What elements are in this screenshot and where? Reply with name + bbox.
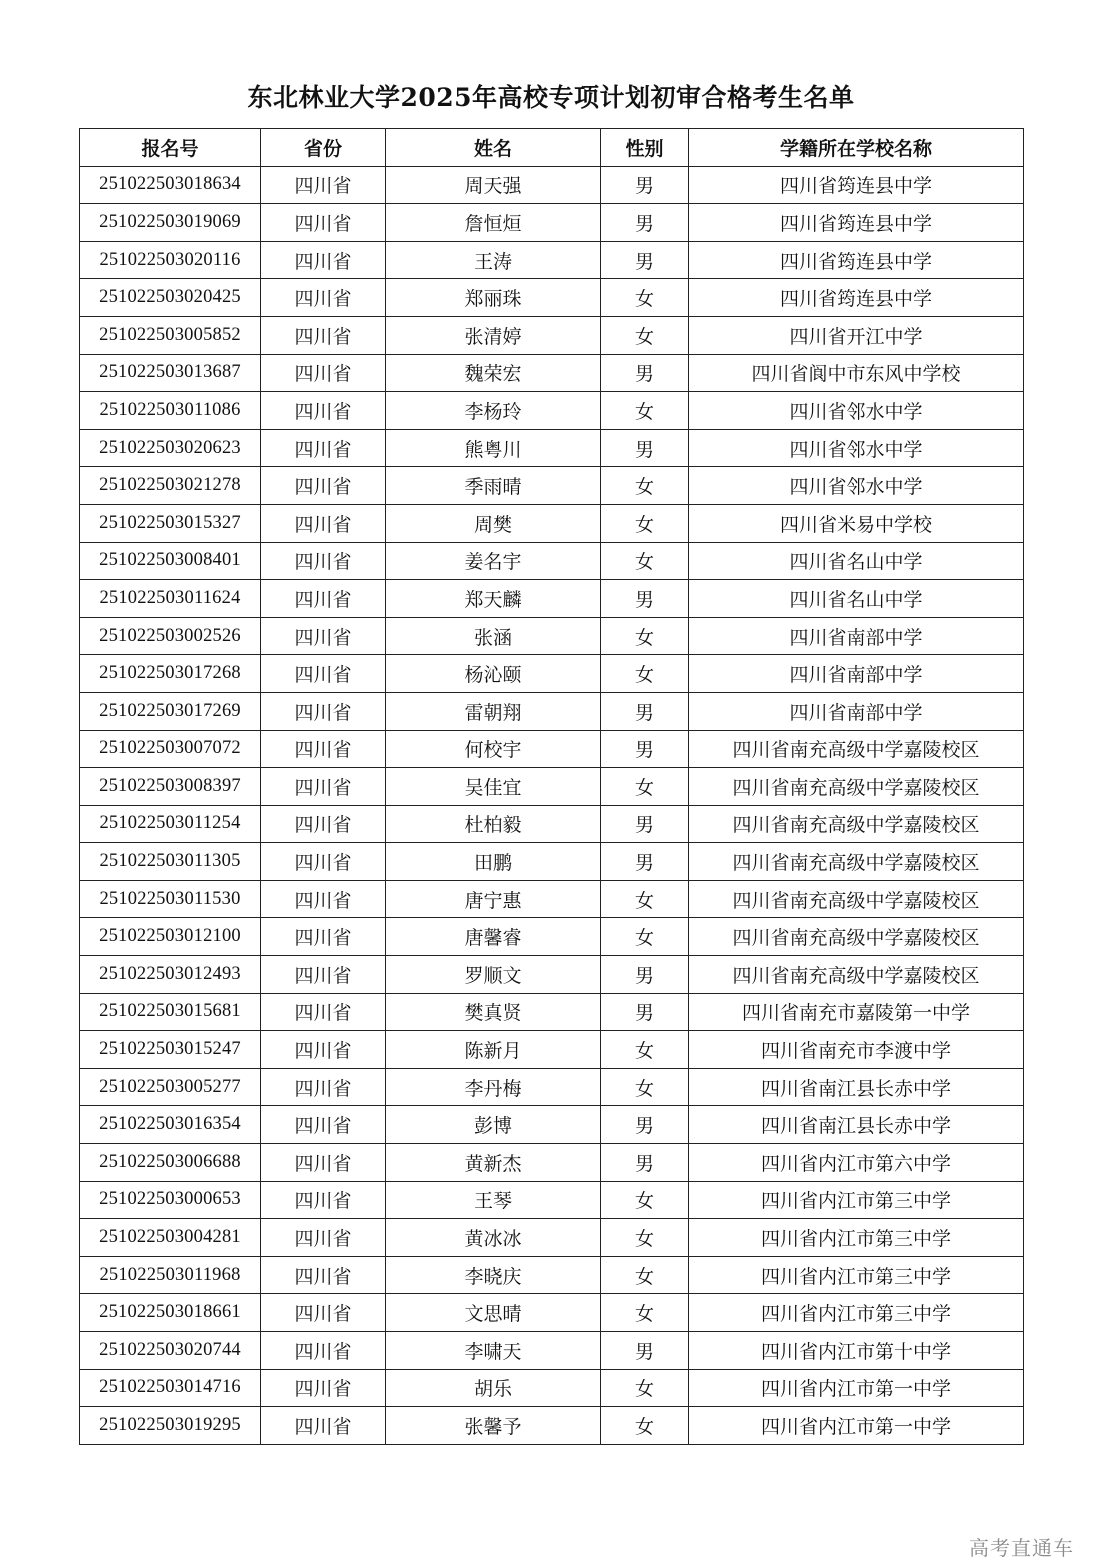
- school-cell: 四川省邻水中学: [689, 467, 1024, 505]
- province-cell: 四川省: [261, 1106, 386, 1144]
- registration-number-cell: 251022503011254: [80, 805, 261, 843]
- table-row: [80, 1106, 1024, 1144]
- school-cell: 四川省南充高级中学嘉陵校区: [689, 730, 1024, 768]
- registration-number-cell: 251022503017268: [80, 655, 261, 693]
- gender-cell: 男: [601, 993, 689, 1031]
- registration-number-cell: 251022503019069: [80, 204, 261, 242]
- header-name: 姓名: [386, 129, 601, 167]
- province-cell: 四川省: [261, 993, 386, 1031]
- province-cell: 四川省: [261, 768, 386, 806]
- registration-number-cell: 251022503019295: [80, 1407, 261, 1445]
- name-cell: 吴佳宜: [386, 768, 601, 806]
- header-registration-number: 报名号: [80, 129, 261, 167]
- candidate-table: [79, 128, 1024, 1445]
- name-cell: 张清婷: [386, 316, 601, 354]
- registration-number-cell: 251022503018661: [80, 1294, 261, 1332]
- school-cell: 四川省南充市嘉陵第一中学: [689, 993, 1024, 1031]
- province-cell: 四川省: [261, 805, 386, 843]
- registration-number-cell: 251022503011305: [80, 843, 261, 881]
- registration-number-cell: 251022503002526: [80, 617, 261, 655]
- school-cell: 四川省南充市李渡中学: [689, 1031, 1024, 1069]
- gender-cell: 男: [601, 166, 689, 204]
- registration-number-cell: 251022503020425: [80, 279, 261, 317]
- registration-number-cell: 251022503020744: [80, 1332, 261, 1370]
- name-cell: 张馨予: [386, 1407, 601, 1445]
- province-cell: 四川省: [261, 1369, 386, 1407]
- table-row: [80, 580, 1024, 618]
- registration-number-cell: 251022503015247: [80, 1031, 261, 1069]
- registration-number-cell: 251022503020623: [80, 429, 261, 467]
- province-cell: 四川省: [261, 241, 386, 279]
- gender-cell: 男: [601, 204, 689, 242]
- table-row: [80, 204, 1024, 242]
- school-cell: 四川省南充高级中学嘉陵校区: [689, 918, 1024, 956]
- school-cell: 四川省阆中市东风中学校: [689, 354, 1024, 392]
- name-cell: 熊粤川: [386, 429, 601, 467]
- province-cell: 四川省: [261, 692, 386, 730]
- registration-number-cell: 251022503013687: [80, 354, 261, 392]
- table-header-row: [80, 129, 1024, 167]
- gender-cell: 女: [601, 1068, 689, 1106]
- name-cell: 唐馨睿: [386, 918, 601, 956]
- gender-cell: 男: [601, 241, 689, 279]
- gender-cell: 女: [601, 1219, 689, 1257]
- name-cell: 胡乐: [386, 1369, 601, 1407]
- table-row: [80, 1219, 1024, 1257]
- gender-cell: 男: [601, 956, 689, 994]
- school-cell: 四川省筠连县中学: [689, 204, 1024, 242]
- table-row: [80, 880, 1024, 918]
- province-cell: 四川省: [261, 1294, 386, 1332]
- table-row: [80, 843, 1024, 881]
- province-cell: 四川省: [261, 1181, 386, 1219]
- gender-cell: 男: [601, 1106, 689, 1144]
- table-row: [80, 1031, 1024, 1069]
- province-cell: 四川省: [261, 1332, 386, 1370]
- name-cell: 郑天麟: [386, 580, 601, 618]
- school-cell: 四川省米易中学校: [689, 504, 1024, 542]
- registration-number-cell: 251022503011968: [80, 1256, 261, 1294]
- table-row: [80, 429, 1024, 467]
- name-cell: 黄冰冰: [386, 1219, 601, 1257]
- province-cell: 四川省: [261, 580, 386, 618]
- gender-cell: 男: [601, 354, 689, 392]
- table-row: [80, 1369, 1024, 1407]
- gender-cell: 男: [601, 805, 689, 843]
- name-cell: 彭博: [386, 1106, 601, 1144]
- province-cell: 四川省: [261, 316, 386, 354]
- registration-number-cell: 251022503015327: [80, 504, 261, 542]
- school-cell: 四川省南充高级中学嘉陵校区: [689, 843, 1024, 881]
- registration-number-cell: 251022503016354: [80, 1106, 261, 1144]
- school-cell: 四川省名山中学: [689, 580, 1024, 618]
- table-row: [80, 1068, 1024, 1106]
- province-cell: 四川省: [261, 880, 386, 918]
- table-row: [80, 467, 1024, 505]
- registration-number-cell: 251022503011530: [80, 880, 261, 918]
- province-cell: 四川省: [261, 843, 386, 881]
- province-cell: 四川省: [261, 655, 386, 693]
- name-cell: 詹恒烜: [386, 204, 601, 242]
- gender-cell: 男: [601, 692, 689, 730]
- school-cell: 四川省开江中学: [689, 316, 1024, 354]
- gender-cell: 女: [601, 1294, 689, 1332]
- table-row: [80, 692, 1024, 730]
- province-cell: 四川省: [261, 1031, 386, 1069]
- registration-number-cell: 251022503008397: [80, 768, 261, 806]
- school-cell: 四川省内江市第三中学: [689, 1219, 1024, 1257]
- table-row: [80, 956, 1024, 994]
- school-cell: 四川省内江市第三中学: [689, 1256, 1024, 1294]
- table-row: [80, 1332, 1024, 1370]
- province-cell: 四川省: [261, 1219, 386, 1257]
- header-school: 学籍所在学校名称: [689, 129, 1024, 167]
- school-cell: 四川省南充高级中学嘉陵校区: [689, 805, 1024, 843]
- gender-cell: 男: [601, 429, 689, 467]
- province-cell: 四川省: [261, 504, 386, 542]
- name-cell: 李杨玲: [386, 392, 601, 430]
- registration-number-cell: 251022503021278: [80, 467, 261, 505]
- gender-cell: 女: [601, 392, 689, 430]
- province-cell: 四川省: [261, 279, 386, 317]
- header-gender: 性别: [601, 129, 689, 167]
- registration-number-cell: 251022503004281: [80, 1219, 261, 1257]
- header-province: 省份: [261, 129, 386, 167]
- registration-number-cell: 251022503000653: [80, 1181, 261, 1219]
- name-cell: 王涛: [386, 241, 601, 279]
- name-cell: 季雨晴: [386, 467, 601, 505]
- table-row: [80, 993, 1024, 1031]
- registration-number-cell: 251022503014716: [80, 1369, 261, 1407]
- name-cell: 樊真贤: [386, 993, 601, 1031]
- registration-number-cell: 251022503012100: [80, 918, 261, 956]
- table-row: [80, 1407, 1024, 1445]
- school-cell: 四川省内江市第十中学: [689, 1332, 1024, 1370]
- name-cell: 杜柏毅: [386, 805, 601, 843]
- name-cell: 杨沁颐: [386, 655, 601, 693]
- table-row: [80, 392, 1024, 430]
- gender-cell: 女: [601, 768, 689, 806]
- page-title: 东北林业大学2025年高校专项计划初审合格考生名单: [247, 83, 855, 112]
- gender-cell: 女: [601, 1181, 689, 1219]
- table-row: [80, 655, 1024, 693]
- table-row: [80, 166, 1024, 204]
- province-cell: 四川省: [261, 617, 386, 655]
- province-cell: 四川省: [261, 918, 386, 956]
- table-row: [80, 1294, 1024, 1332]
- table-row: [80, 617, 1024, 655]
- name-cell: 姜名宇: [386, 542, 601, 580]
- school-cell: 四川省南部中学: [689, 655, 1024, 693]
- gender-cell: 男: [601, 580, 689, 618]
- province-cell: 四川省: [261, 166, 386, 204]
- name-cell: 周樊: [386, 504, 601, 542]
- school-cell: 四川省内江市第一中学: [689, 1407, 1024, 1445]
- gender-cell: 女: [601, 316, 689, 354]
- province-cell: 四川省: [261, 204, 386, 242]
- registration-number-cell: 251022503005852: [80, 316, 261, 354]
- table-row: [80, 1256, 1024, 1294]
- school-cell: 四川省内江市第三中学: [689, 1181, 1024, 1219]
- registration-number-cell: 251022503005277: [80, 1068, 261, 1106]
- registration-number-cell: 251022503017269: [80, 692, 261, 730]
- gender-cell: 女: [601, 504, 689, 542]
- province-cell: 四川省: [261, 392, 386, 430]
- gender-cell: 女: [601, 617, 689, 655]
- school-cell: 四川省南江县长赤中学: [689, 1106, 1024, 1144]
- registration-number-cell: 251022503012493: [80, 956, 261, 994]
- school-cell: 四川省内江市第三中学: [689, 1294, 1024, 1332]
- province-cell: 四川省: [261, 1256, 386, 1294]
- school-cell: 四川省筠连县中学: [689, 166, 1024, 204]
- gender-cell: 女: [601, 542, 689, 580]
- province-cell: 四川省: [261, 1068, 386, 1106]
- gender-cell: 女: [601, 279, 689, 317]
- province-cell: 四川省: [261, 429, 386, 467]
- name-cell: 何校宇: [386, 730, 601, 768]
- gender-cell: 女: [601, 467, 689, 505]
- table-body: [80, 166, 1024, 1444]
- gender-cell: 女: [601, 880, 689, 918]
- registration-number-cell: 251022503011624: [80, 580, 261, 618]
- name-cell: 陈新月: [386, 1031, 601, 1069]
- registration-number-cell: 251022503011086: [80, 392, 261, 430]
- school-cell: 四川省南充高级中学嘉陵校区: [689, 956, 1024, 994]
- registration-number-cell: 251022503007072: [80, 730, 261, 768]
- school-cell: 四川省邻水中学: [689, 392, 1024, 430]
- name-cell: 王琴: [386, 1181, 601, 1219]
- province-cell: 四川省: [261, 542, 386, 580]
- name-cell: 魏荣宏: [386, 354, 601, 392]
- gender-cell: 女: [601, 1031, 689, 1069]
- registration-number-cell: 251022503020116: [80, 241, 261, 279]
- school-cell: 四川省南江县长赤中学: [689, 1068, 1024, 1106]
- table-row: [80, 279, 1024, 317]
- registration-number-cell: 251022503006688: [80, 1144, 261, 1182]
- table-row: [80, 918, 1024, 956]
- table-row: [80, 730, 1024, 768]
- school-cell: 四川省南部中学: [689, 617, 1024, 655]
- name-cell: 郑丽珠: [386, 279, 601, 317]
- province-cell: 四川省: [261, 1144, 386, 1182]
- school-cell: 四川省筠连县中学: [689, 241, 1024, 279]
- gender-cell: 男: [601, 730, 689, 768]
- registration-number-cell: 251022503018634: [80, 166, 261, 204]
- name-cell: 雷朝翔: [386, 692, 601, 730]
- name-cell: 罗顺文: [386, 956, 601, 994]
- name-cell: 张涵: [386, 617, 601, 655]
- gender-cell: 男: [601, 843, 689, 881]
- gender-cell: 女: [601, 918, 689, 956]
- school-cell: 四川省内江市第一中学: [689, 1369, 1024, 1407]
- table-row: [80, 504, 1024, 542]
- gender-cell: 女: [601, 1369, 689, 1407]
- watermark: 高考直通车: [969, 1536, 1074, 1560]
- school-cell: 四川省邻水中学: [689, 429, 1024, 467]
- table-row: [80, 354, 1024, 392]
- school-cell: 四川省南充高级中学嘉陵校区: [689, 880, 1024, 918]
- school-cell: 四川省内江市第六中学: [689, 1144, 1024, 1182]
- name-cell: 黄新杰: [386, 1144, 601, 1182]
- table-row: [80, 241, 1024, 279]
- school-cell: 四川省名山中学: [689, 542, 1024, 580]
- name-cell: 田鹏: [386, 843, 601, 881]
- province-cell: 四川省: [261, 354, 386, 392]
- gender-cell: 男: [601, 1144, 689, 1182]
- gender-cell: 女: [601, 1407, 689, 1445]
- name-cell: 唐宁惠: [386, 880, 601, 918]
- registration-number-cell: 251022503008401: [80, 542, 261, 580]
- table-row: [80, 768, 1024, 806]
- name-cell: 李啸天: [386, 1332, 601, 1370]
- name-cell: 文思晴: [386, 1294, 601, 1332]
- province-cell: 四川省: [261, 467, 386, 505]
- school-cell: 四川省筠连县中学: [689, 279, 1024, 317]
- gender-cell: 男: [601, 1332, 689, 1370]
- province-cell: 四川省: [261, 956, 386, 994]
- table-row: [80, 1181, 1024, 1219]
- table-row: [80, 316, 1024, 354]
- province-cell: 四川省: [261, 730, 386, 768]
- name-cell: 周天强: [386, 166, 601, 204]
- name-cell: 李丹梅: [386, 1068, 601, 1106]
- gender-cell: 女: [601, 1256, 689, 1294]
- table-row: [80, 542, 1024, 580]
- registration-number-cell: 251022503015681: [80, 993, 261, 1031]
- name-cell: 李晓庆: [386, 1256, 601, 1294]
- gender-cell: 女: [601, 655, 689, 693]
- province-cell: 四川省: [261, 1407, 386, 1445]
- school-cell: 四川省南充高级中学嘉陵校区: [689, 768, 1024, 806]
- school-cell: 四川省南部中学: [689, 692, 1024, 730]
- table-row: [80, 1144, 1024, 1182]
- table-row: [80, 805, 1024, 843]
